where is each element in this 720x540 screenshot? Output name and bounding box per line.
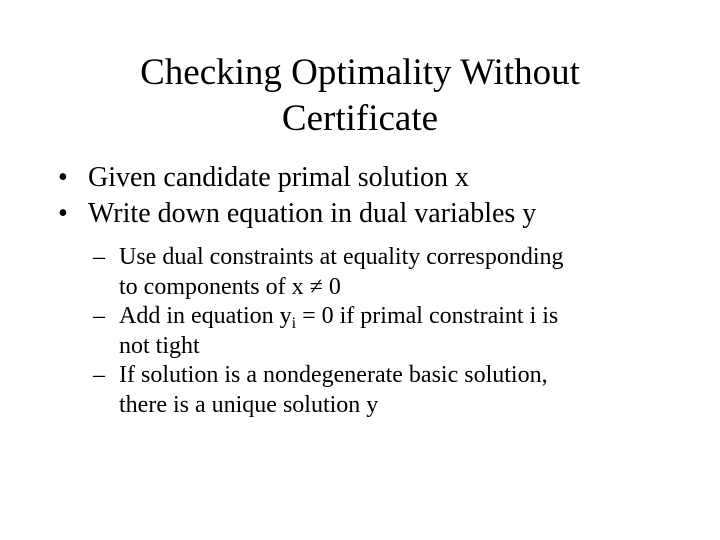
bullet-marker: • — [58, 198, 68, 229]
sub-bullet-line: there is a unique solution y — [119, 391, 379, 418]
sub-bullet-line: not tight — [119, 332, 200, 359]
bullet-item — [58, 196, 678, 232]
bullet-marker: • — [58, 162, 68, 193]
slide-title-line-1: Checking Optimality Without — [140, 52, 580, 93]
sub-bullet-line: If solution is a nondegenerate basic solution, — [119, 362, 548, 388]
bullet-list — [58, 160, 678, 232]
subscript-index: i — [291, 315, 297, 332]
bullet-text: Write down equation in dual variables y — [88, 198, 537, 229]
sub-bullet-line — [119, 302, 693, 332]
slide-title-line-2: Certificate — [281, 98, 439, 139]
dash-marker: – — [93, 362, 105, 388]
sub-bullet-item — [93, 361, 693, 420]
sub-bullet-list — [93, 243, 693, 420]
slide-title — [60, 50, 660, 142]
sub-bullet-item — [93, 243, 693, 302]
dash-marker: – — [93, 244, 105, 270]
sub-bullet-text: = 0 if primal constraint i is — [296, 303, 559, 329]
sub-bullet-text: Add in equation y — [119, 303, 292, 329]
bullet-text: Given candidate primal solution x — [88, 162, 470, 193]
sub-bullet-line: Use dual constraints at equality corresponding — [119, 244, 564, 270]
sub-bullet-item — [93, 302, 693, 361]
sub-bullet-line: to components of x ≠ 0 — [119, 273, 341, 300]
dash-marker: – — [93, 303, 105, 329]
bullet-item — [58, 160, 678, 196]
